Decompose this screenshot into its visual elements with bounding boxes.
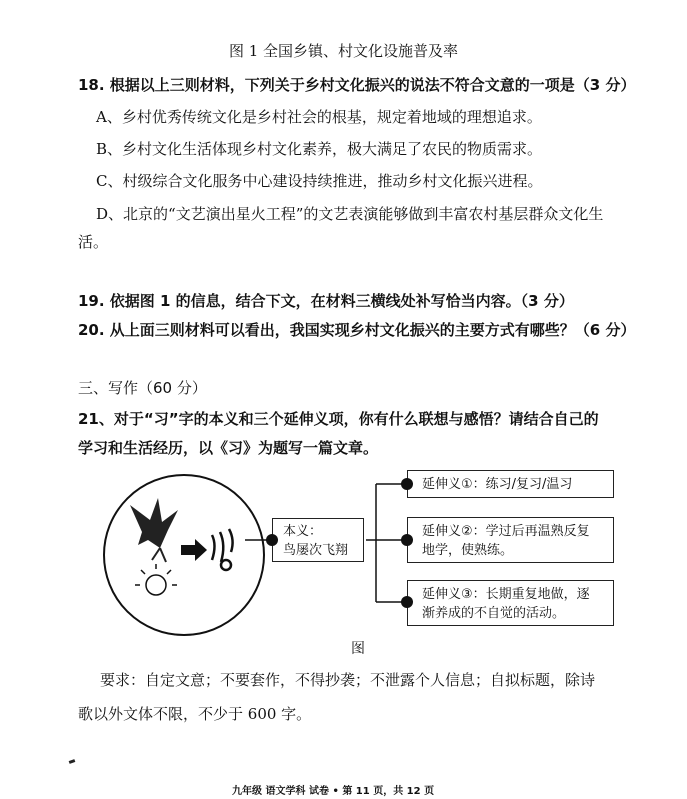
question-18-stem: 18. 根据以上三则材料，下列关于乡村文化振兴的说法不符合文意的一项是（3 分）	[78, 76, 636, 94]
question-21-line1: 21、对于“习”字的本义和三个延伸义项，你有什么联想与感悟？请结合自己的	[78, 410, 599, 428]
sun-icon	[135, 564, 177, 595]
connector-dot	[401, 596, 413, 608]
origin-meaning-label: 本义：	[283, 524, 323, 539]
question-19: 19. 依据图 1 的信息，结合下文，在材料三横线处补写恰当内容。（3 分）	[78, 292, 574, 310]
extension-meaning-3-line2: 渐养成的不自觉的活动。	[422, 606, 566, 621]
connector-dot	[266, 534, 278, 546]
question-18-option-c: C、村级综合文化服务中心建设持续推进，推动乡村文化振兴进程。	[96, 172, 543, 190]
origin-meaning-box	[272, 518, 364, 562]
origin-meaning-text: 鸟屡次飞翔	[283, 543, 349, 558]
question-18-option-b: B、乡村文化生活体现乡村文化素养，极大满足了农民的物质需求。	[96, 140, 543, 158]
extension-meaning-2-line1: 延伸义②：学过后再温熟反复	[422, 524, 590, 539]
requirements-line1: 要求：自定文意；不要套作，不得抄袭；不泄露个人信息；自拟标题，除诗	[100, 671, 596, 689]
extension-meaning-2-line2: 地学，使熟练。	[422, 543, 514, 558]
question-21-line2: 学习和生活经历，以《习》为题写一篇文章。	[78, 439, 379, 457]
question-18-option-d: D、北京的“文艺演出星火工程”的文艺表演能够做到丰富农村基层群众文化生	[96, 205, 604, 223]
extension-meaning-1-box	[407, 470, 614, 498]
requirements-line2: 歌以外文体不限，不少于 600 字。	[78, 705, 312, 723]
ancient-xi-glyph-icon	[212, 529, 233, 570]
question-20: 20. 从上面三则材料可以看出，我国实现乡村文化振兴的主要方式有哪些？（6 分）	[78, 321, 636, 339]
question-18-option-d-continued: 活。	[78, 233, 109, 251]
bird-icon	[130, 498, 178, 562]
section-3-heading: 三、写作（60 分）	[78, 379, 207, 397]
page-footer: 九年级 语文学科 试卷 • 第 11 页，共 12 页	[232, 786, 435, 797]
extension-meaning-3-line1: 延伸义③：长期重复地做，逐	[422, 587, 590, 602]
figure1-caption: 图 1 全国乡镇、村文化设施普及率	[228, 42, 459, 60]
question-18-option-a: A、乡村优秀传统文化是乡村社会的根基，规定着地域的理想追求。	[96, 108, 542, 126]
connector-dot	[401, 534, 413, 546]
arrow-right-icon	[181, 539, 207, 561]
connector-dot	[401, 478, 413, 490]
extension-meaning-3-box	[407, 580, 614, 626]
diagram-caption: 图	[351, 641, 365, 657]
extension-meaning-2-box	[407, 517, 614, 563]
extension-meaning-1-text: 延伸义①：练习/复习/温习	[422, 477, 573, 492]
